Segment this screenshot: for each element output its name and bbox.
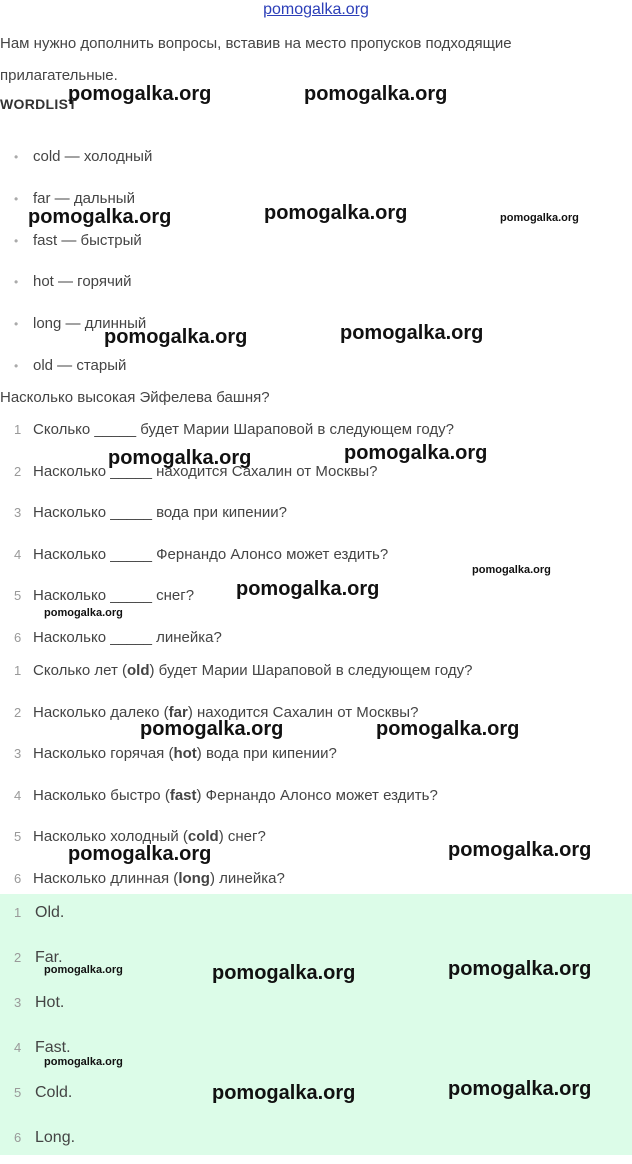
item-number: 5 (14, 1085, 22, 1100)
wordlist (0, 140, 152, 391)
watermark: pomogalka.org (104, 326, 248, 348)
answer-text: Cold. (35, 1084, 73, 1101)
answer-item (0, 939, 75, 984)
watermark: pomogalka.org (344, 442, 488, 464)
answer-item (0, 1074, 75, 1119)
wordlist-item: • far — дальный (0, 182, 152, 224)
watermark: pomogalka.org (44, 1056, 123, 1068)
question-text: Насколько _____ находится Сахалин от Москвы? (33, 462, 378, 480)
watermark: pomogalka.org (264, 202, 408, 224)
watermark: pomogalka.org (212, 962, 356, 984)
answer-text: Fast. (35, 1039, 71, 1056)
item-number: 5 (14, 588, 22, 603)
filled-question (0, 737, 472, 779)
answer-item (0, 984, 75, 1029)
watermark: pomogalka.org (448, 839, 592, 861)
task-question (0, 579, 454, 621)
watermark: pomogalka.org (68, 83, 212, 105)
keyword: old (127, 662, 150, 679)
text-after: ) находится Сахалин от Москвы? (187, 703, 419, 721)
answer-text: Far. (35, 949, 63, 966)
keyword: hot (173, 745, 197, 762)
watermark: pomogalka.org (500, 212, 579, 224)
wordlist-item: • long — длинный (0, 307, 152, 349)
answers-list (0, 894, 75, 1164)
watermark: pomogalka.org (448, 1078, 592, 1100)
answer-text: Hot. (35, 994, 65, 1011)
filled-question (0, 654, 472, 696)
watermark: pomogalka.org (304, 83, 448, 105)
wordlist-item: • fast — быстрый (0, 224, 152, 266)
keyword: long (178, 869, 210, 887)
item-number: 6 (14, 1130, 22, 1145)
keyword: fast (169, 786, 197, 804)
text-before: Насколько быстро ( (33, 786, 170, 804)
answer-item (0, 1029, 75, 1074)
task-question (0, 413, 454, 455)
watermark: pomogalka.org (44, 964, 123, 976)
watermark: pomogalka.org (236, 578, 380, 600)
filled-question (0, 779, 472, 821)
wordlist-heading: WORDLIST (0, 96, 78, 112)
wordlist-item: • old — старый (0, 349, 152, 391)
item-number: 2 (14, 704, 22, 720)
keyword: cold (187, 828, 219, 845)
answer-text: Long. (35, 1129, 76, 1146)
filled-questions-list (0, 654, 472, 903)
watermark: pomogalka.org (68, 843, 212, 865)
watermark: pomogalka.org (448, 958, 592, 980)
watermark: pomogalka.org (472, 564, 551, 576)
item-number: 1 (14, 905, 22, 920)
item-number: 4 (14, 1040, 22, 1055)
item-number: 3 (14, 505, 22, 520)
wordlist-item: • cold — холодный (0, 140, 152, 182)
item-number: 4 (14, 546, 22, 562)
watermark: pomogalka.org (108, 447, 252, 469)
question-text: Насколько _____ снег? (33, 587, 195, 604)
task-question (0, 455, 454, 497)
site-link[interactable]: pomogalka.org (263, 1, 369, 18)
item-number: 6 (14, 870, 22, 886)
watermark: pomogalka.org (376, 718, 520, 740)
intro-text: Нам нужно дополнить вопросы, вставив на место пропусков подходящие прилагательные. (0, 35, 512, 84)
item-number: 5 (14, 829, 22, 844)
task-questions-list (0, 413, 454, 662)
filled-question (0, 820, 472, 862)
item-number: 2 (14, 950, 22, 965)
text-after: ) снег? (218, 828, 266, 845)
text-before: Насколько холодный ( (33, 828, 188, 845)
item-number: 1 (14, 422, 22, 437)
item-number: 1 (14, 663, 22, 678)
watermark: pomogalka.org (28, 206, 172, 228)
answer-text: Old. (35, 904, 65, 921)
answers-panel (0, 894, 632, 1155)
watermark: pomogalka.org (212, 1082, 356, 1104)
text-after: ) вода при кипении? (196, 745, 337, 762)
text-after: ) линейка? (209, 869, 285, 887)
keyword: far (168, 703, 188, 721)
filled-question (0, 696, 472, 738)
wordlist-item: • hot — горячий (0, 265, 152, 307)
example-question: Насколько высокая Эйфелева башня? (0, 389, 270, 406)
text-after: ) Фернандо Алонсо может ездить? (196, 786, 438, 804)
watermark: pomogalka.org (44, 607, 123, 619)
item-number: 3 (14, 746, 22, 761)
question-text: Насколько _____ Фернандо Алонсо может ездить? (33, 545, 389, 563)
text-before: Сколько лет ( (33, 662, 128, 679)
question-text: Сколько _____ будет Марии Шараповой в следующем году? (33, 421, 455, 438)
watermark: pomogalka.org (140, 718, 284, 740)
answer-item (0, 1119, 75, 1164)
item-number: 4 (14, 787, 22, 803)
item-number: 6 (14, 629, 22, 645)
task-question (0, 538, 454, 580)
question-text: Насколько _____ вода при кипении? (33, 504, 287, 521)
question-text: Насколько _____ линейка? (33, 628, 222, 646)
item-number: 3 (14, 995, 22, 1010)
text-before: Насколько длинная ( (33, 869, 179, 887)
text-before: Насколько горячая ( (33, 745, 174, 762)
watermark: pomogalka.org (340, 322, 484, 344)
text-before: Насколько далеко ( (33, 703, 169, 721)
text-after: ) будет Марии Шараповой в следующем году? (149, 662, 473, 679)
item-number: 2 (14, 463, 22, 479)
task-question (0, 496, 454, 538)
answer-item (0, 894, 75, 939)
